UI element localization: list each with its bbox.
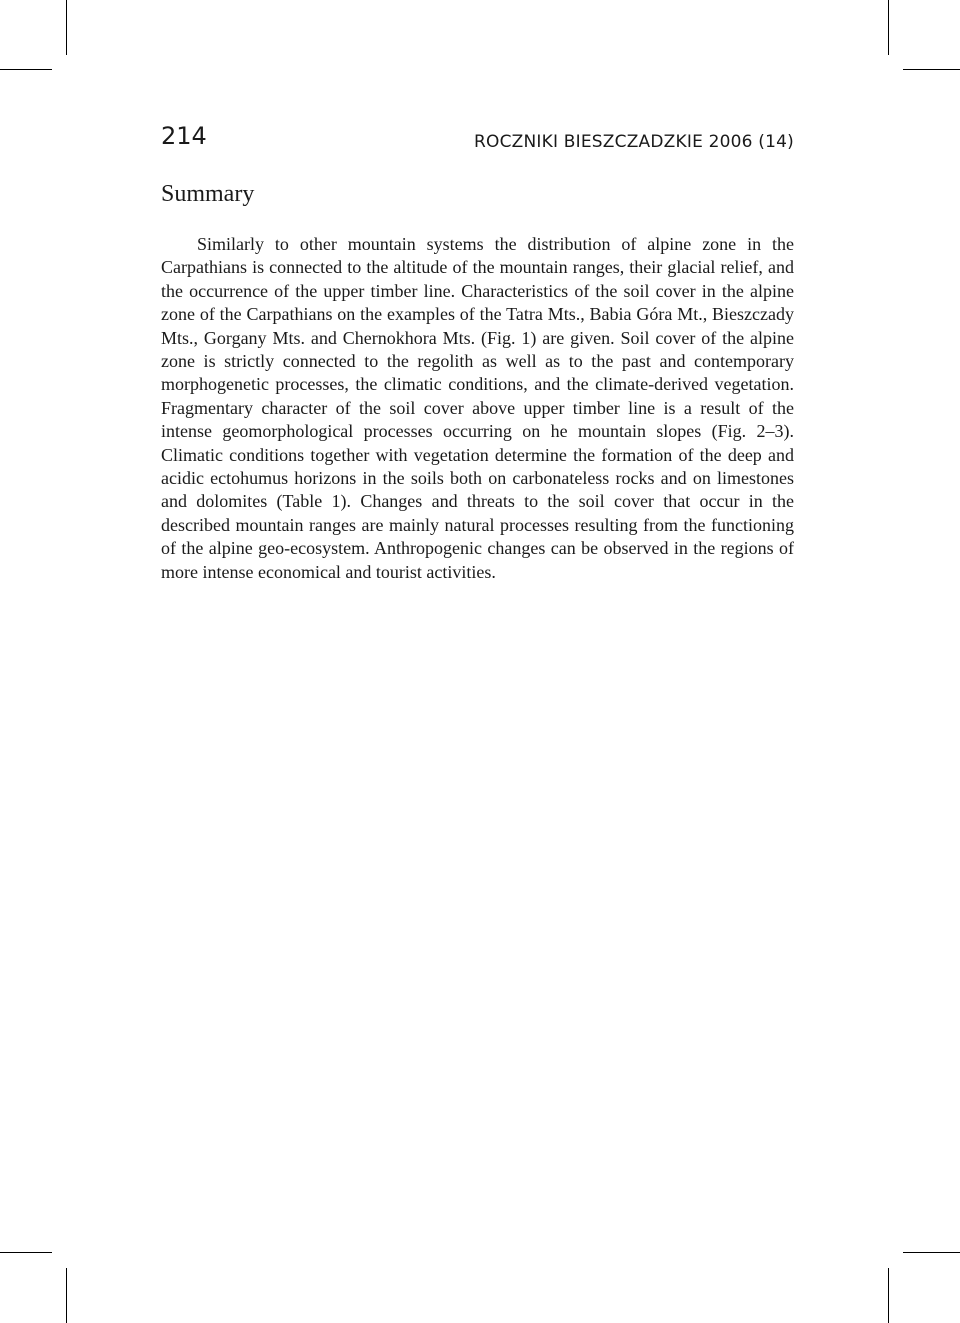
crop-mark-bottom-right-horizontal — [903, 1252, 960, 1253]
crop-mark-top-right-vertical — [888, 0, 889, 55]
crop-mark-bottom-left-vertical — [66, 1268, 67, 1323]
crop-mark-top-left-vertical — [66, 0, 67, 55]
page-number: 214 — [161, 122, 207, 150]
section-title: Summary — [161, 181, 255, 207]
crop-mark-bottom-left-horizontal — [0, 1252, 52, 1253]
crop-mark-bottom-right-vertical — [888, 1268, 889, 1323]
running-head: ROCZNIKI BIESZCZADZKIE 2006 (14) — [473, 132, 794, 152]
summary-paragraph: Similarly to other mountain systems the distribution of alpine zone in the Carpathians is connected to the altitude of the mountain ranges, their glacial relief, and the occurrence of the upper timber line. Characteristics of the soil cover in the alpine zone of the Carpathians on the examples of the Tatra Mts., Babia Góra Mt., Bieszczady Mts., Gorgany Mts. and Chernokhora Mts. (Fig. 1) are given. Soil cover of the alpine zone is strictly connected to the regolith as well as to the past and contemporary morphogenetic processes, the climatic conditions, and the climate-derived vegetation. Fragmentary character of the soil cover above upper timber line is a result of the intense geomorphological processes occurring on he mountain slopes (Fig. 2–3). Climatic conditions together with vegetation determine the formation of the deep and acidic ectohumus horizons in the soils both on carbonateless rocks and on limestones and dolomites (Table 1). Changes and threats to the soil cover that occur in the described mountain ranges are mainly natural processes resulting from the functioning of the alpine geo-ecosystem. Anthropogenic changes can be observed in the regions of more intense economical and tourist activities. — [161, 234, 794, 582]
crop-mark-top-right-horizontal — [903, 69, 960, 70]
crop-mark-top-left-horizontal — [0, 69, 52, 70]
